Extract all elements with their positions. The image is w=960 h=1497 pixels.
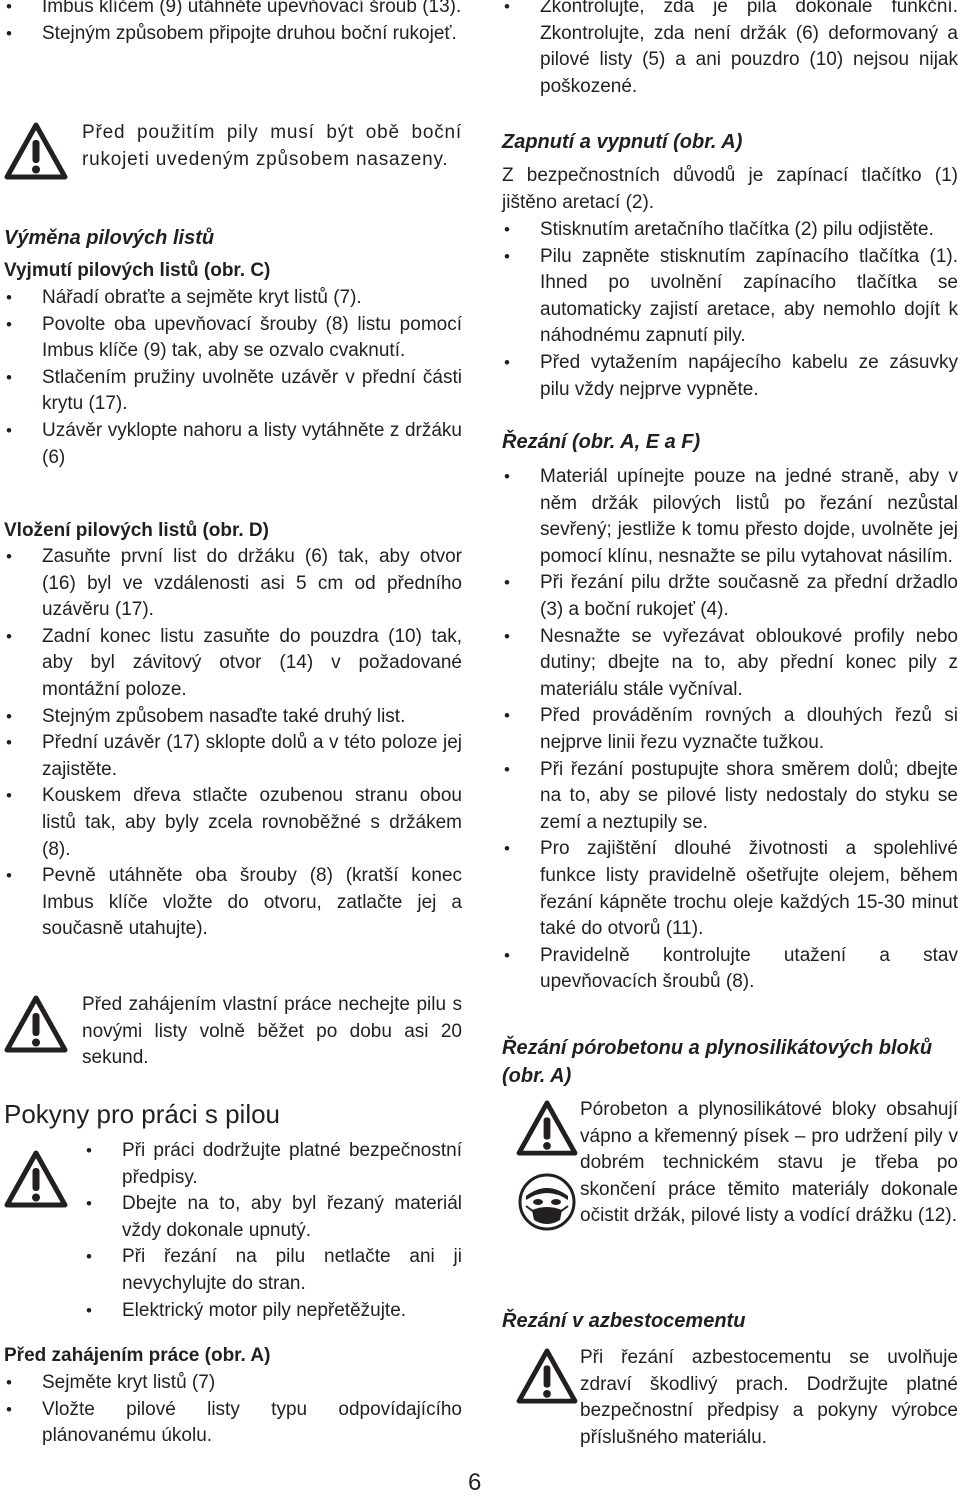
warning-text-run-in: Před zahájením vlastní práce nechejte pilu s novými listy volně běžet po dobu asi 20 sekund. xyxy=(82,994,462,1069)
page-number: 6 xyxy=(468,1469,482,1496)
list-item: • Kouskem dřeva stlačte ozubenou stranu obou listů tak, aby byly zcela rovnoběžné s držákem (8). xyxy=(4,783,462,863)
section-heading-work-instructions: Pokyny pro práci s pilou xyxy=(4,1099,281,1129)
subheading-insert-blades: Vložení pilových listů (obr. D) xyxy=(4,520,269,541)
before-work-list xyxy=(4,1370,462,1450)
list-item: • Nesnažte se vyřezávat obloukové profily nebo dutiny; dbejte na to, aby přední konec pily z materiálu stále vyčníval. xyxy=(502,624,958,704)
list-item: • Stejným způsobem nasaďte také druhý list. xyxy=(4,704,462,731)
work-instructions-list xyxy=(84,1138,462,1324)
list-item: • Při řezání postupujte shora směrem dolů; dbejte na to, aby se pilové listy nedostaly do styku se zemí a neztupily se. xyxy=(502,757,958,837)
switch-intro-text: Z bezpečnostních důvodů je zapínací tlačítko (1) jištěno aretací (2). xyxy=(502,165,958,213)
list-item: • Povolte oba upevňovací šrouby (8) listu pomocí Imbus klíče (9) tak, aby se ozvalo cvaknutí. xyxy=(4,312,462,365)
list-item: • Uzávěr vyklopte nahoru a listy vytáhněte z držáku (6) xyxy=(4,418,462,471)
list-item: • Pravidelně kontrolujte utažení a stav upevňovacích šroubů (8). xyxy=(502,943,958,996)
remove-blades-list xyxy=(4,285,462,471)
list-item: • Při řezání pilu držte současně za přední držadlo (3) a boční rukojeť (4). xyxy=(502,570,958,623)
list-item: • Stejným způsobem připojte druhou boční rukojeť. xyxy=(4,21,462,48)
list-item: • Pevně utáhněte oba šrouby (8) (kratší konec Imbus klíče vložte do otvoru, zatlačte jej a současně utahujte). xyxy=(4,863,462,943)
subheading-switch: Zapnutí a vypnutí (obr. A) xyxy=(502,131,743,153)
list-item: • Nářadí obraťte a sejměte kryt listů (7). xyxy=(4,285,462,312)
list-item: • Stlačením pružiny uvolněte uzávěr v přední části krytu (17). xyxy=(4,365,462,418)
section-heading-blade-change: Výměna pilových listů xyxy=(4,227,215,249)
switch-list xyxy=(502,217,958,403)
list-item: • Sejměte kryt listů (7) xyxy=(4,1370,462,1397)
list-item: • Zasuňte první list do držáku (6) tak, aby otvor (16) byl ve vzdálenosti asi 5 cm od předního uzávěru (17). xyxy=(4,544,462,624)
list-item: • Elektrický motor pily nepřetěžujte. xyxy=(84,1298,462,1325)
list-item: • Před prováděním rovných a dlouhých řezů si nejprve linii řezu vyznačte tužkou. xyxy=(502,703,958,756)
top-list-left xyxy=(4,0,462,47)
list-item: • Materiál upínejte pouze na jedné straně, aby v něm držák pilových listů po řezání nezůstal sevřený; jestliže k tomu přesto dojde, uvolněte jej pomocí klínu, nesnažte se pilu vytahovat násilím. xyxy=(502,464,958,570)
warning-triangle-icon xyxy=(4,122,68,180)
subheading-remove-blades: Vyjmutí pilových listů (obr. C) xyxy=(4,260,271,281)
subheading-cutting: Řezání (obr. A, E a F) xyxy=(502,431,701,453)
list-item: • Pilu zapněte stisknutím zapínacího tlačítka (1). Ihned po uvolnění zapínacího tlačítka se automaticky zajistí aretace, aby nemohlo dojít k náhodnému zapnutí pily. xyxy=(502,244,958,350)
list-item: • Stisknutím aretačního tlačítka (2) pilu odjistěte. xyxy=(502,217,958,244)
list-item: • Vložte pilové listy typu odpovídajícího plánovanému úkolu. xyxy=(4,1397,462,1450)
dust-mask-icon xyxy=(518,1172,576,1232)
list-item: • Pro zajištění dlouhé životnosti a spolehlivé funkce listy pravidelně ošetřujte olejem, během řezání kápněte trochu oleje každých 15-30 minut také do otvorů (11). xyxy=(502,836,958,942)
aerated-concrete-text: Pórobeton a plynosilikátové bloky obsahují vápno a křemenný písek – pro udržení pily v dobrém technickém stavu je třeba po skončení práce těmito materiály dokonale očistit držák, pilové listy a vodící drážku (12). xyxy=(580,1099,958,1227)
list-item: • Před vytažením napájecího kabelu ze zásuvky pilu vždy nejprve vypněte. xyxy=(502,350,958,403)
list-item: • Zkontrolujte, zda je pila dokonale funkční. Zkontrolujte, zda není držák (6) deformovaný a pilové listy (5) a ani pouzdro (10) nejsou nijak poškozené. xyxy=(502,0,958,100)
cutting-list xyxy=(502,464,958,996)
subheading-aerated-concrete: Řezání pórobetonu a plynosilikátových bloků (obr. A) xyxy=(502,1037,933,1087)
warning-triangle-icon xyxy=(4,1150,68,1208)
top-list-right xyxy=(502,0,958,100)
list-item: • Dbejte na to, aby byl řezaný materiál vždy dokonale upnutý. xyxy=(84,1191,462,1244)
warning-triangle-icon xyxy=(516,1348,578,1404)
asbestos-text: Při řezání azbestocementu se uvolňuje zdraví škodlivý prach. Dodržujte platné bezpečnostní předpisy a pokyny výrobce příslušného materiálu. xyxy=(580,1347,958,1448)
list-item: • Při řezání na pilu netlačte ani ji nevychylujte do stran. xyxy=(84,1244,462,1297)
list-item: • Přední uzávěr (17) sklopte dolů a v této poloze jej zajistěte. xyxy=(4,730,462,783)
list-item: • Zadní konec listu zasuňte do pouzdra (10) tak, aby byl závitový otvor (14) v požadované montážní poloze. xyxy=(4,624,462,704)
warning-triangle-icon xyxy=(516,1100,578,1156)
warning-text-handles: Před použitím pily musí být obě boční rukojeti uvedeným způsobem nasazeny. xyxy=(82,122,462,170)
warning-triangle-icon xyxy=(4,995,68,1053)
insert-blades-list xyxy=(4,544,462,943)
subheading-before-work: Před zahájením práce (obr. A) xyxy=(4,1345,271,1366)
subheading-asbestos: Řezání v azbestocementu xyxy=(502,1310,746,1332)
list-item: • Imbus klíčem (9) utáhněte upevňovací šroub (13). xyxy=(4,0,462,21)
list-item: • Při práci dodržujte platné bezpečnostní předpisy. xyxy=(84,1138,462,1191)
